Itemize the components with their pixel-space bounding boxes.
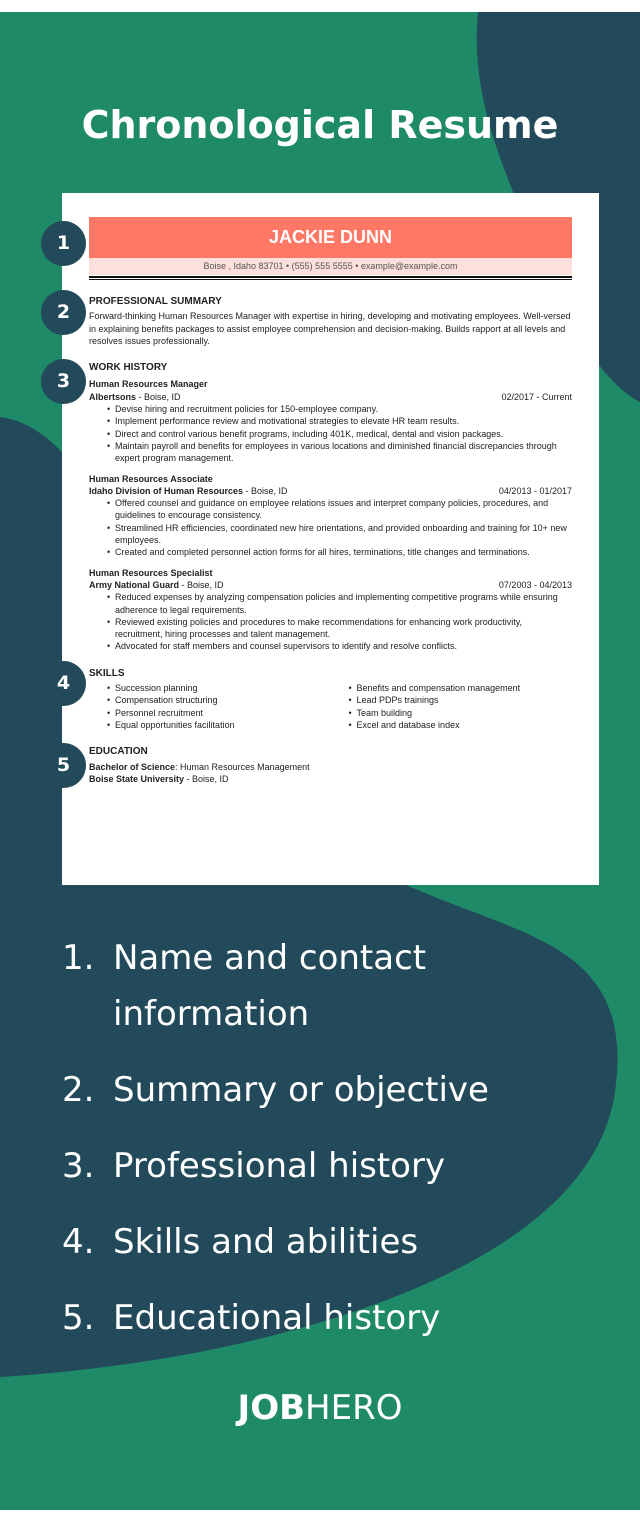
summary-heading: PROFESSIONAL SUMMARY: [89, 296, 222, 307]
item-number: 3.: [62, 1146, 95, 1186]
company: Albertsons: [89, 391, 137, 402]
skills-heading: SKILLS: [89, 667, 125, 679]
page-title: Chronological Resume: [81, 103, 559, 147]
job-dates: 07/2003 - 04/2013: [498, 579, 572, 590]
skills-left: [107, 682, 331, 731]
marker-4: 4: [41, 661, 86, 706]
list-item: [62, 1062, 489, 1118]
education-heading: EDUCATION: [89, 746, 148, 758]
job-dates: 02/2017 - Current: [501, 391, 572, 402]
list-item: • Devise hiring and recruitment policies for 150-employee company.: [107, 403, 572, 415]
marker-1: 1: [41, 221, 86, 266]
skill-item: • Succession planning: [107, 682, 331, 694]
logo-regular: HERO: [305, 1388, 403, 1428]
job-employer: [89, 485, 288, 497]
job-entry: [89, 567, 572, 653]
item-text: Professional history: [113, 1146, 446, 1186]
list-item: • Reviewed existing policies and procedures to make recommendations for enhancing work productivity, recruitment, hiring processes and talent management.: [107, 616, 572, 641]
job-title: Human Resources Associate: [89, 473, 213, 484]
location: - Boise, ID: [136, 391, 181, 402]
field: : Human Resources Management: [175, 761, 310, 772]
job-dates: 04/2013 - 01/2017: [498, 485, 572, 496]
item-number: 5.: [62, 1298, 95, 1338]
resume-parts-list: [62, 930, 489, 1366]
company: Army National Guard: [89, 579, 180, 590]
skill-item: • Compensation structuring: [107, 694, 331, 706]
school-line: [89, 773, 572, 785]
list-item: • Streamlined HR efficiencies, coordinated new hire orientations, and provided onboarding and training for 10+ new employees.: [107, 522, 572, 547]
school-location: - Boise, ID: [184, 773, 229, 784]
divider: [89, 276, 572, 280]
list-item: [62, 1138, 489, 1194]
list-item: • Offered counsel and guidance on employee relations issues and interpret company policies, procedures, and guidelines to encourage consistency.: [107, 497, 572, 522]
list-item: [62, 930, 489, 1042]
job-list: [89, 378, 572, 652]
job-entry: [89, 378, 572, 464]
resume-name: JACKIE DUNN: [89, 217, 572, 258]
degree-line: [89, 761, 572, 773]
list-item: [62, 1214, 489, 1270]
marker-3: 3: [41, 359, 86, 404]
location: - Boise, ID: [243, 485, 288, 496]
work-heading: WORK HISTORY: [89, 362, 168, 374]
item-text: Educational history: [113, 1298, 441, 1338]
skills: [89, 682, 572, 731]
list-item: • Advocated for staff members and counsel supervisors to identify and resolve conflicts.: [107, 640, 572, 652]
item-number: 2.: [62, 1070, 95, 1110]
resume-contact: Boise , Idaho 83701 • (555) 555 5555 • example@example.com: [89, 258, 572, 275]
job-title: Human Resources Manager: [89, 379, 208, 390]
job-title: Human Resources Specialist: [89, 567, 213, 578]
list-item: • Direct and control various benefit programs, including 401K, medical, dental and vision packages.: [107, 428, 572, 440]
jobhero-logo: [0, 1388, 640, 1428]
job-meta: [89, 485, 572, 497]
skill-item: • Team building: [349, 707, 573, 719]
item-number: 4.: [62, 1222, 95, 1262]
marker-2: 2: [41, 290, 86, 335]
location: - Boise, ID: [179, 579, 224, 590]
list-item: • Implement performance review and motivational strategies to elevate HR team results.: [107, 415, 572, 427]
item-text: Name and contact information: [113, 938, 427, 1034]
job-meta: [89, 579, 572, 591]
skill-item: • Lead PDPs trainings: [349, 694, 573, 706]
job-meta: [89, 391, 572, 403]
job-bullets: [107, 497, 572, 558]
marker-5: 5: [41, 743, 86, 788]
skills-right: [349, 682, 573, 731]
resume-sample: [62, 193, 599, 885]
skill-item: • Personnel recruitment: [107, 707, 331, 719]
skill-item: • Benefits and compensation management: [349, 682, 573, 694]
item-text: Summary or objective: [113, 1070, 489, 1110]
summary-text: Forward-thinking Human Resources Manager with expertise in hiring, developing and motivating employees. Well-versed in explaining benefits packages to assist employee comprehension and decision-making. Builds rapport at all levels and resolves issues professionally.: [89, 311, 571, 346]
logo-bold: JOB: [237, 1388, 306, 1428]
skill-item: • Equal opportunities facilitation: [107, 719, 331, 731]
job-bullets: [107, 591, 572, 652]
job-employer: [89, 391, 181, 403]
skill-item: • Excel and database index: [349, 719, 573, 731]
degree: Bachelor of Science: [89, 761, 176, 772]
item-number: 1.: [62, 938, 95, 978]
company: Idaho Division of Human Resources: [89, 485, 244, 496]
job-employer: [89, 579, 224, 591]
list-item: • Created and completed personnel action forms for all hires, terminations, title changes and terminations.: [107, 546, 572, 558]
job-entry: [89, 473, 572, 559]
item-text: Skills and abilities: [113, 1222, 419, 1262]
list-item: [62, 1290, 489, 1346]
list-item: • Reduced expenses by analyzing compensation policies and implementing competitive programs while ensuring adherence to legal requirements.: [107, 591, 572, 616]
school: Boise State University: [89, 773, 185, 784]
job-bullets: [107, 403, 572, 464]
list-item: • Maintain payroll and benefits for employees in various locations and diminished financial discrepancies through expert program management.: [107, 440, 572, 465]
